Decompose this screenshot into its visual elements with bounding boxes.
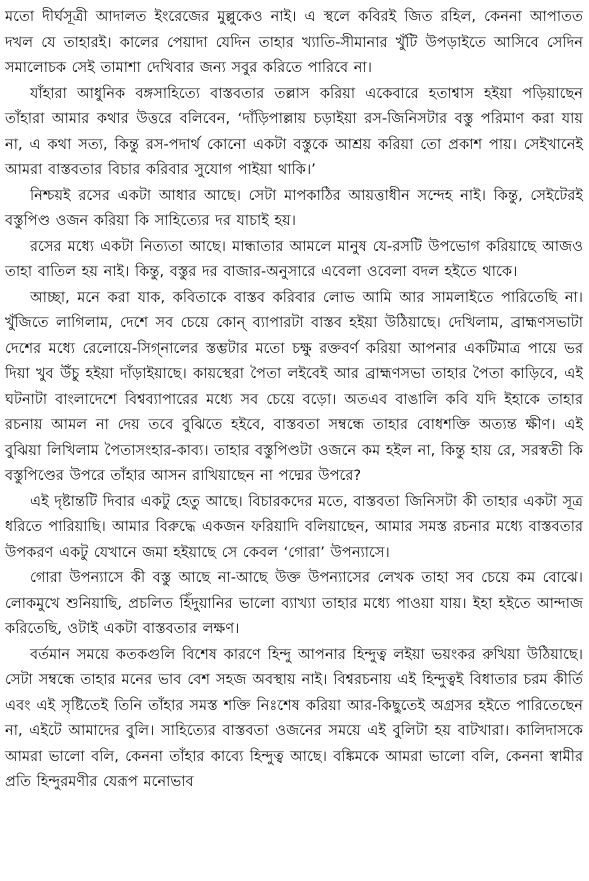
paragraph: আচ্ছা, মনে করা যাক, কবিতাকে বাস্তব করিবার লোভ আমি আর সামলাইতে পারিতেছি না। খুঁজিতে লাগিলাম, দেশে সব চেয়ে কোন্‌ ব্যাপারটা বাস্তব হইয়া উঠিয়াছে। দেখিলাম, ব্রাহ্মণসভাটা দেশের মধ্যে রেলোয়ে-সিগ্‌নালের স্তম্ভটার মতো চক্ষু রক্তবর্ণ করিয়া আপনার একটিমাত্র পায়ে ভর দিয়া খুব উঁচু হইয়া দাঁড়াইয়াছে। কায়স্থেরা পৈতা লইবেই আর ব্রাহ্মণসভা তাহার পৈতা কাড়িবে, এই ঘটনাটা বাংলাদেশে বিশ্বব্যাপারের মধ্যে সব চেয়ে বড়ো। অতএব বাঙালি কবি যদি ইহাকে তাহার রচনায় আমল না দেয় তবে বুঝিতে হইবে, বাস্তবতা সম্বন্ধে তাহার বোধশক্তি অত্যন্ত ক্ষীণ। এই বুঝিয়া লিখিলাম পৈতাসংহার-কাব্য। তাহার বস্তুপিণ্ডটা ওজনে কম হইল না, কিন্তু হায় রে, সরস্বতী কি বস্তুপিণ্ডের উপরে তাঁহার আসন রাখিয়াছেন না পদ্মের উপরে? (5, 288, 583, 484)
paragraph: নিশ্চয়ই রসের একটা আধার আছে। সেটা মাপকাঠির আয়ত্তাধীন সন্দেহ নাই। কিন্তু, সেইটেরই বস্তুপিণ্ড ওজন করিয়া কি সাহিত্যের দর যাচাই হয়। (5, 186, 583, 229)
paragraph: গোরা উপন্যাসে কী বস্তু আছে না-আছে উক্ত উপন্যাসের লেখক তাহা সব চেয়ে কম বোঝে। লোকমুখে শুনিয়াছি, প্রচলিত হিঁদুয়ানির ভালো ব্যাখ্যা তাহার মধ্যে পাওয়া যায়। ইহা হইতে আন্দাজ করিতেছি, ওটাই একটা বাস্তবতার লক্ষণ। (5, 569, 583, 637)
paragraph-continuation: মতো দীর্ঘসূত্রী আদালত ইংরেজের মুল্লুকেও নাই। এ স্থলে কবিরই জিত রহিল, কেননা আপাতত দখল যে তাহারই। কালের পেয়াদা যেদিন তাহার খ্যাতি-সীমানার খুঁটি উপড়াইতে আসিবে সেদিন সমালোচক সেই তামাশা দেখিবার জন্য সবুর করিতে পারিবে না। (5, 8, 583, 76)
paragraph: রসের মধ্যে একটা নিত্যতা আছে। মান্ধাতার আমলে মানুষ যে-রসটি উপভোগ করিয়াছে আজও তাহা বাতিল হয় নাই। কিন্তু, বস্তুর দর বাজার-অনুসারে এবেলা ওবেলা বদল হইতে থাকে। (5, 237, 583, 280)
paragraph: যাঁহারা আধুনিক বঙ্গসাহিত্যে বাস্তবতার তল্লাস করিয়া একেবারে হতাশ্বাস হইয়া পড়িয়াছেন তাঁহারা আমার কথার উত্তরে বলিবেন, ‘দাঁড়িপাল্লায় চড়াইয়া রস-জিনিসটার বস্তু পরিমাণ করা যায় না, এ কথা সত্য, কিন্তু রস-পদার্থ কোনো একটা বস্তুকে আশ্রয় করিয়া তো প্রকাশ পায়। সেইখানেই আমরা বাস্তবতার বিচার করিবার সুযোগ পাইয়া থাকি।’ (5, 84, 583, 178)
paragraph: বর্তমান সময়ে কতকগুলি বিশেষ কারণে হিন্দু আপনার হিন্দুত্ব লইয়া ভয়ংকর রুখিয়া উঠিয়াছে। সেটা সম্বন্ধে তাহার মনের ভাব বেশ সহজ অবস্থায় নাই। বিশ্বরচনায় এই হিন্দুত্বই বিধাতার চরম কীর্তি এবং এই সৃষ্টিতেই তিনি তাঁহার সমস্ত শক্তি নিঃশেষ করিয়া আর-কিছুতেই অগ্রসর হইতে পারিতেছেন না, এইটে আমাদের বুলি। সাহিত্যের বাস্তবতা ওজনের সময়ে এই বুলিটা হয় বাটখারা। কালিদাসকে আমরা ভালো বলি, কেননা তাঁহার কাব্যে হিন্দুত্ব আছে। বঙ্কিমকে আমরা ভালো বলি, কেননা স্বামীর প্রতি হিন্দুরমণীর যেরূপ মনোভাব (5, 645, 583, 790)
paragraph: এই দৃষ্টান্তটি দিবার একটু হেতু আছে। বিচারকদের মতে, বাস্তবতা জিনিসটা কী তাহার একটা সূত্র ধরিতে পারিয়াছি। আমার বিরুদ্ধে একজন ফরিয়াদি বলিয়াছেন, আমার সমস্ত রচনার মধ্যে বাস্তবতার উপকরণ একটু যেখানে জমা হইয়াছে সে কেবল ‘গোরা’ উপন্যাসে। (5, 492, 584, 561)
